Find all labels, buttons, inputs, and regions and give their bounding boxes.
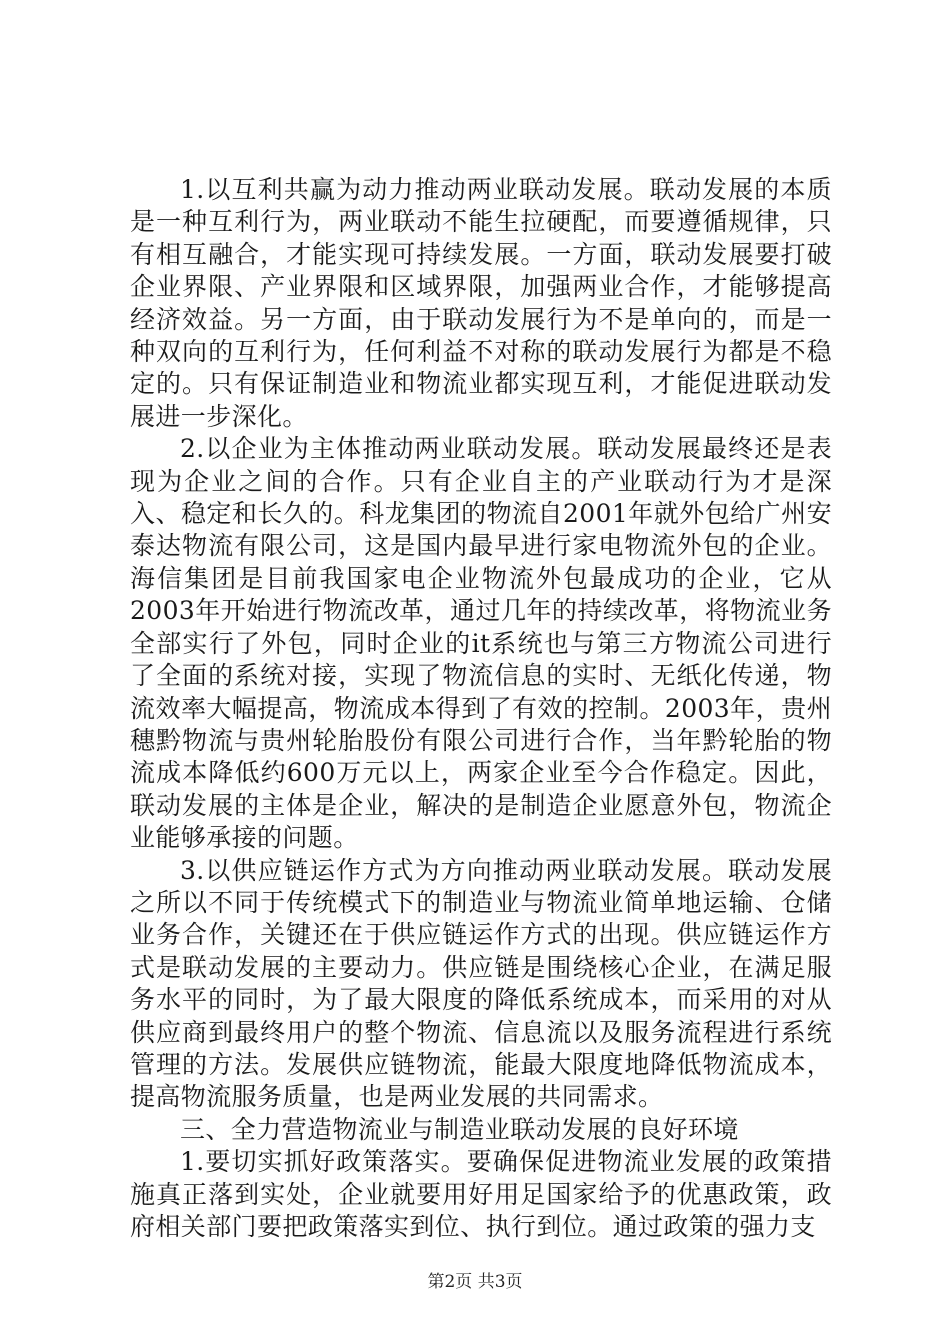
paragraph-4: 1.要切实抓好政策落实。要确保促进物流业发展的政策措施真正落到实处，企业就要用好用足国家给予的优惠政策，政府相关部门要把政策落实到位、执行到位。通过政策的强力支 [130, 1147, 832, 1241]
document-body [130, 174, 832, 1243]
paragraph-2: 2.以企业为主体推动两业联动发展。联动发展最终还是表现为企业之间的合作。只有企业自主的产业联动行为才是深入、稳定和长久的。科龙集团的物流自2001年就外包给广州安泰达物流有限公司，这是国内最早进行家电物流外包的企业。海信集团是目前我国家电企业物流外包最成功的企业，它从2003年开始进行物流改革，通过几年的持续改革，将物流业务全部实行了外包，同时企业的it系统也与第三方物流公司进行了全面的系统对接，实现了物流信息的实时、无纸化传递，物流效率大幅提高，物流成本得到了有效的控制。2003年，贵州穗黔物流与贵州轮胎股份有限公司进行合作，当年黔轮胎的物流成本降低约600万元以上，两家企业至今合作稳定。因此，联动发展的主体是企业，解决的是制造企业愿意外包，物流企业能够承接的问题。 [130, 434, 832, 853]
section-heading: 三、全力营造物流业与制造业联动发展的良好环境 [180, 1114, 739, 1144]
paragraph-1: 1.以互利共赢为动力推动两业联动发展。联动发展的本质是一种互利行为，两业联动不能生拉硬配，而要遵循规律，只有相互融合，才能实现可持续发展。一方面，联动发展要打破企业界限、产业界限和区域界限，加强两业合作，才能够提高经济效益。另一方面，由于联动发展行为不是单向的，而是一种双向的互利行为，任何利益不对称的联动发展行为都是不稳定的。只有保证制造业和物流业都实现互利，才能促进联动发展进一步深化。 [130, 175, 832, 431]
page-number-footer: 第2页 共3页 [427, 1272, 523, 1292]
paragraph-3: 3.以供应链运作方式为方向推动两业联动发展。联动发展之所以不同于传统模式下的制造业与物流业简单地运输、仓储业务合作，关键还在于供应链运作方式的出现。供应链运作方式是联动发展的主要动力。供应链是围绕核心企业，在满足服务水平的同时，为了最大限度的降低系统成本，而采用的对从供应商到最终用户的整个物流、信息流以及服务流程进行系统管理的方法。发展供应链物流，能最大限度地降低物流成本，提高物流服务质量，也是两业发展的共同需求。 [130, 855, 832, 1112]
